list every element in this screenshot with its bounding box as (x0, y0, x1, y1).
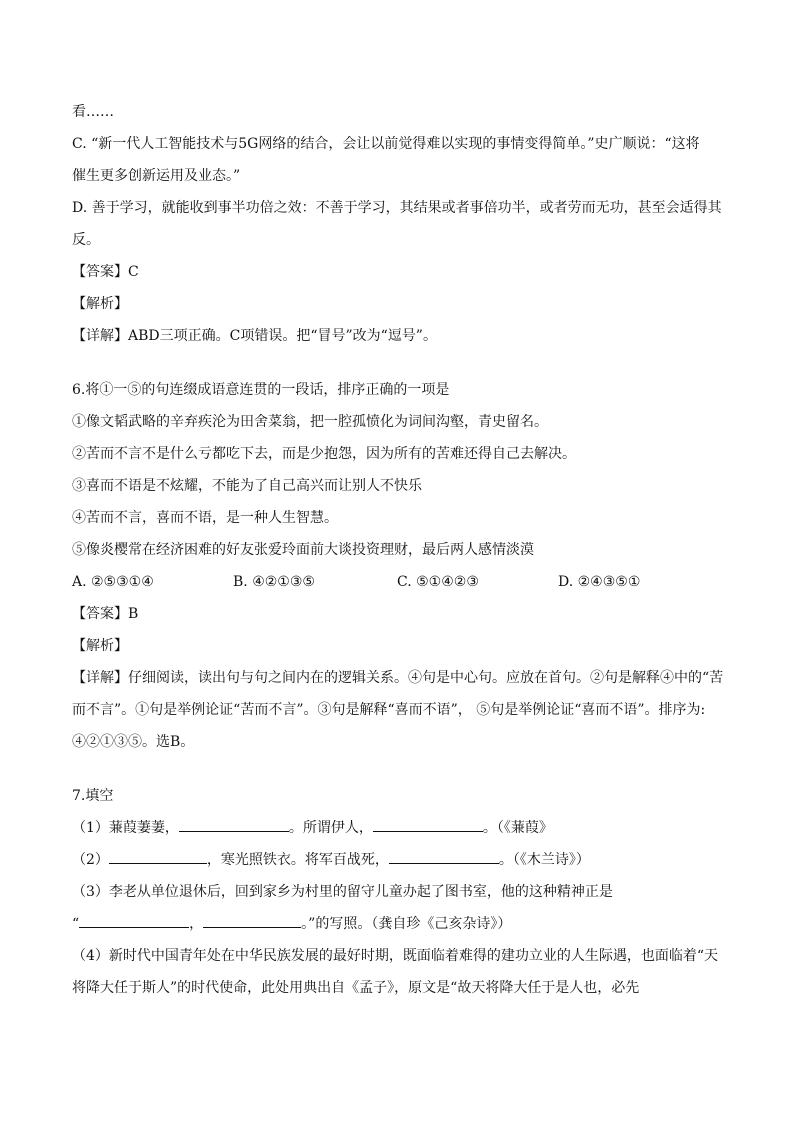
q6-detail-line1: 【详解】仔细阅读，读出句与句之间内在的逻辑关系。④句是中心句。应放在首句。②句是解释④中的“苦 (72, 670, 724, 686)
q5-option-d-line2: 反。 (72, 232, 100, 248)
q7-item2-text-a: （2） (72, 852, 109, 868)
q7-item3-blank-1[interactable] (79, 909, 189, 928)
q5-option-c-line1: C. “新一代人工智能技术与5G网络的结合，会让以前觉得难以实现的事情变得简单。”史广顺说：“这将 (72, 136, 700, 152)
q6-sentence-3: ③喜而不语是不炫耀，不能为了自己高兴而让别人不快乐 (72, 478, 422, 494)
q6-options (72, 566, 722, 598)
q6-stem: 6.将①一⑤的句连缀成语意连贯的一段话，排序正确的一项是 (72, 382, 450, 398)
q7-item3-text-a: “ (72, 916, 80, 932)
q5-text-tail: 看…… (72, 104, 114, 120)
q7-item3-line2 (72, 908, 722, 940)
q7-item2-blank-2[interactable] (389, 845, 499, 864)
q6-sentence-2: ②苦而不言不是什么亏都吃下去，而是少抱怨，因为所有的苦难还得自己去解决。 (72, 446, 576, 462)
q6-detail-line3: ④②①③⑤。选B。 (72, 734, 195, 750)
q5-analysis-label: 【解析】 (72, 296, 128, 312)
q7-item3-blank-2[interactable] (203, 909, 301, 928)
q7-item1-text-a: （1）蒹葭萋萋， (72, 820, 179, 836)
q6-option-a: A. ②⑤③①④ (72, 574, 154, 590)
q6-detail-line2: 而不言”。①句是举例论证“苦而不言”。③句是解释“喜而不语”， ⑤句是举例论证“喜而不语”。排序为: (72, 702, 706, 718)
q6-option-b: B. ④②①③⑤ (233, 574, 315, 590)
q7-item4-line2: 将降大任于斯人”的时代使命，此处用典出自《孟子》，原文是“故天将降大任于是人也，必先 (72, 980, 640, 996)
q6-option-c: C. ⑤①④②③ (397, 574, 479, 590)
q6-option-d: D. ②④③⑤① (558, 574, 641, 590)
q5-detail: 【详解】ABD三项正确。C项错误。把“冒号”改为“逗号”。 (72, 328, 437, 344)
q6-sentence-1: ①像文韬武略的辛弃疾沦为田舍菜翁，把一腔孤愤化为词间沟壑，青史留名。 (72, 414, 548, 430)
q6-sentence-4: ④苦而不言，喜而不语，是一种人生智慧。 (72, 510, 338, 526)
q6-answer: 【答案】B (72, 606, 139, 622)
q7-item1-text-c: 。（《蒹葭》 (482, 820, 553, 836)
q7-item4-line1: （4）新时代中国青年处在中华民族发展的最好时期，既面临着难得的建功立业的人生际遇，也面临着“天 (72, 948, 719, 964)
q7-item2-text-c: 。（《木兰诗》） (498, 852, 590, 868)
q7-item1-blank-2[interactable] (373, 813, 483, 832)
q5-option-d-line1: D. 善于学习，就能收到事半功倍之效：不善于学习，其结果或者事倍功半，或者劳而无功，甚至会适得其 (72, 200, 722, 216)
q7-item-2 (72, 844, 722, 876)
q7-stem: 7.填空 (72, 788, 114, 804)
q5-option-c-line2: 催生更多创新运用及业态。” (72, 168, 241, 184)
q6-sentence-5: ⑤像炎樱常在经济困难的好友张爱玲面前大谈投资理财，最后两人感情淡漠 (72, 542, 534, 558)
spacer (72, 758, 722, 780)
q7-item3-line1: （3）李老从单位退休后，回到家乡为村里的留守儿童办起了图书室，他的这种精神正是 (72, 884, 613, 900)
q7-item1-blank-1[interactable] (179, 813, 289, 832)
q7-item2-blank-1[interactable] (109, 845, 207, 864)
q7-item3-text-b: ， (189, 916, 204, 932)
document-page (72, 96, 722, 1004)
spacer (72, 352, 722, 374)
q7-item3-text-c: 。”的写照。（龚自珍《己亥杂诗》） (301, 916, 512, 932)
q6-analysis-label: 【解析】 (72, 638, 128, 654)
q5-answer: 【答案】C (72, 264, 139, 280)
q7-item-1 (72, 812, 722, 844)
q7-item1-text-b: 。所谓伊人， (288, 820, 373, 836)
q7-item2-text-b: ，寒光照铁衣。将军百战死， (206, 852, 389, 868)
